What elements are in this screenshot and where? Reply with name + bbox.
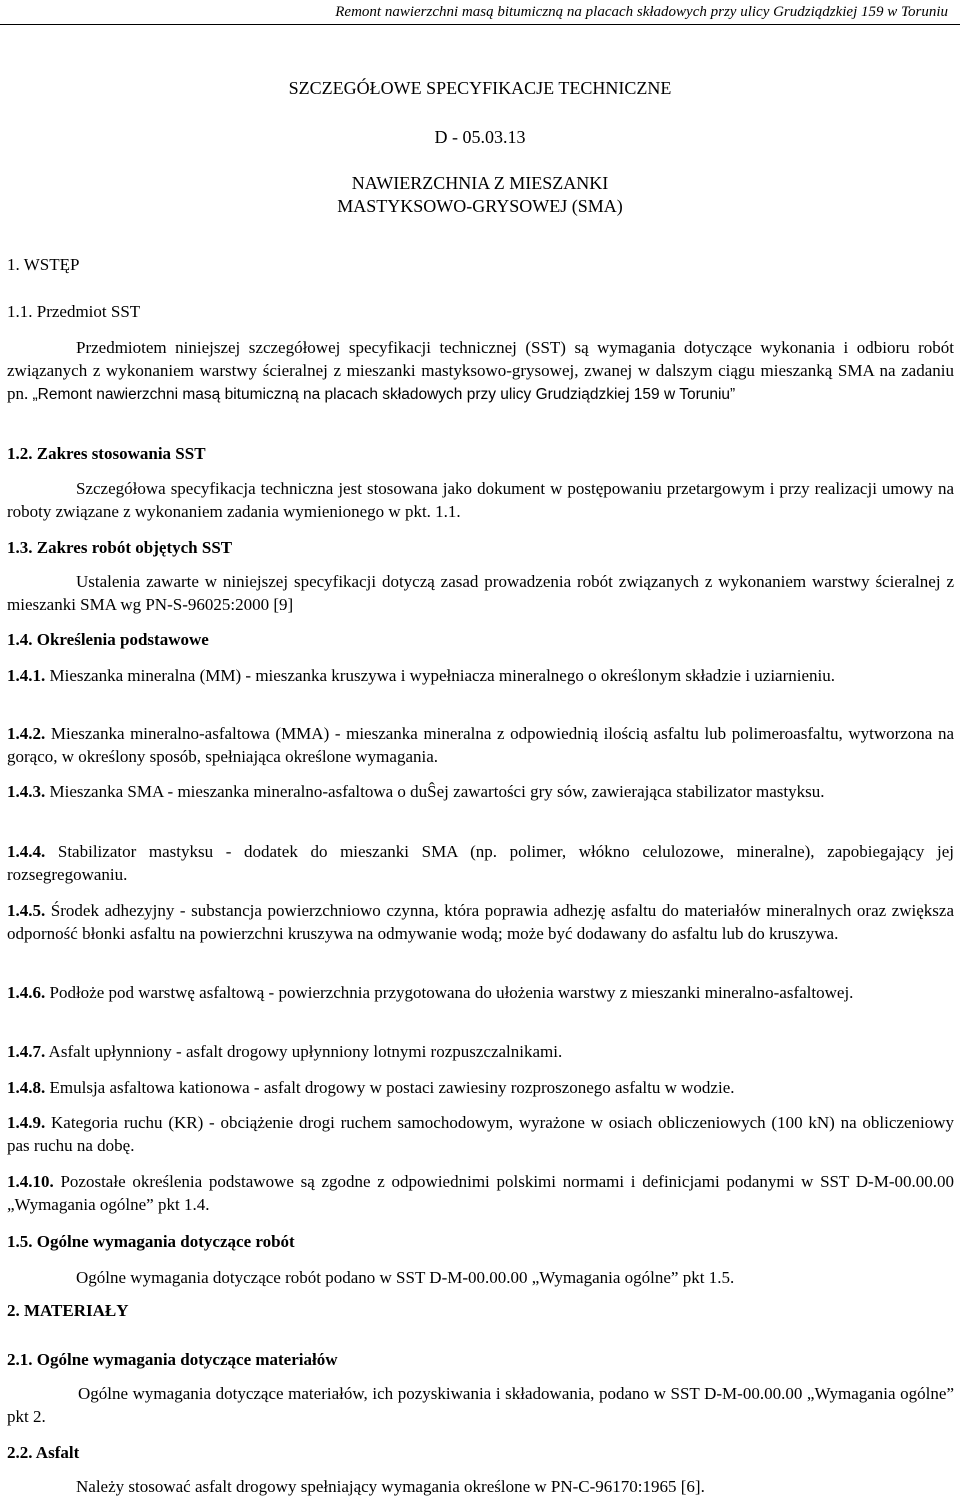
definition-number: 1.4.1. bbox=[7, 666, 46, 685]
definition-item bbox=[7, 722, 954, 768]
section-1-heading: 1. WSTĘP bbox=[7, 255, 80, 274]
definition-number: 1.4.10. bbox=[7, 1172, 54, 1191]
definition-item bbox=[7, 1076, 954, 1099]
section-1-3-body: Ustalenia zawarte w niniejszej specyfikacji dotyczą zasad prowadzenia robót związanych z wykonaniem warstwy ścieralnej z mieszanki SMA wg PN-S-96025:2000 [9] bbox=[7, 572, 954, 614]
spec-subtitle-1: NAWIERZCHNIA Z MIESZANKI bbox=[351, 173, 609, 193]
definition-number: 1.4.6. bbox=[7, 983, 46, 1002]
definition-text: Kategoria ruchu (KR) - obciążenie drogi ruchem samochodowym, wyrażone w osiach obliczeniowych (100 kN) na obliczeniowy pas ruchu na dobę. bbox=[7, 1113, 954, 1155]
running-header: Remont nawierzchni masą bitumiczną na placach składowych przy ulicy Grudziądzkiej 159 w Toruniu bbox=[335, 4, 948, 20]
definition-text: Podłoże pod warstwę asfaltową - powierzchnia przygotowana do ułożenia warstwy z mieszanki mineralno-asfaltowej. bbox=[45, 983, 854, 1002]
definition-number: 1.4.2. bbox=[7, 724, 46, 743]
definition-text: Środek adhezyjny - substancja powierzchniowo czynna, która poprawia adhezję asfaltu do materiałów mineralnych oraz zwiększa odporność błonki asfaltu na powierzchni kruszywa na odmywanie wodą; może być dodawany do asfaltu lub do kruszywa. bbox=[7, 901, 954, 943]
definition-number: 1.4.8. bbox=[7, 1078, 46, 1097]
section-1-1-body bbox=[7, 336, 954, 406]
definition-text: Mieszanka mineralna (MM) - mieszanka kruszywa i wypełniacza mineralnego o określonym składzie i uziarnieniu. bbox=[45, 666, 836, 685]
spec-subtitle-2: MASTYKSOWO-GRYSOWEJ (SMA) bbox=[337, 196, 623, 216]
definition-item bbox=[7, 664, 954, 687]
definition-text: Mieszanka SMA - mieszanka mineralno-asfaltowa o duŜej zawartości gry sów, zawierająca stabilizator mastyksu. bbox=[45, 782, 825, 801]
definition-text: Mieszanka mineralno-asfaltowa (MMA) - mieszanka mineralna z odpowiednią ilością asfaltu lub polimeroasfaltu, wytworzona na gorąco, w określony sposób, spełniająca określone wymagania. bbox=[7, 724, 954, 766]
section-1-2-body: Szczegółowa specyfikacja techniczna jest stosowana jako dokument w postępowaniu przetargowym i przy realizacji umowy na roboty związane z wykonaniem zadania wymienionego w pkt. 1.1. bbox=[7, 479, 954, 521]
section-2-1-heading: 2.1. Ogólne wymagania dotyczące materiałów bbox=[7, 1350, 338, 1369]
definition-item bbox=[7, 1040, 954, 1063]
spec-code: D - 05.03.13 bbox=[434, 127, 526, 147]
definition-item bbox=[7, 981, 954, 1004]
definition-item bbox=[7, 1111, 954, 1157]
section-1-3-heading: 1.3. Zakres robót objętych SST bbox=[7, 538, 233, 557]
section-1-4-heading: 1.4. Określenia podstawowe bbox=[7, 630, 209, 649]
definition-number: 1.4.9. bbox=[7, 1113, 46, 1132]
section-1-1-text: Przedmiotem niniejszej szczegółowej specyfikacji technicznej (SST) są wymagania dotyczące wykonania i odbioru robót związanych z wykonaniem warstwy ścieralnej z mieszanki mastyksowo-grysowej, zwanej w dalszym ciągu mieszanką SMA na zadaniu pn. bbox=[7, 338, 954, 403]
header-rule bbox=[0, 24, 960, 25]
section-2-2-heading: 2.2. Asfalt bbox=[7, 1443, 80, 1462]
section-1-2-heading: 1.2. Zakres stosowania SST bbox=[7, 444, 206, 463]
section-1-5-heading: 1.5. Ogólne wymagania dotyczące robót bbox=[7, 1232, 295, 1251]
definition-item bbox=[7, 840, 954, 886]
definition-text: Asfalt upłynniony - asfalt drogowy upłynniony lotnymi rozpuszczalnikami. bbox=[45, 1042, 563, 1061]
section-1-1-heading: 1.1. Przedmiot SST bbox=[7, 302, 141, 321]
definition-number: 1.4.5. bbox=[7, 901, 46, 920]
definition-number: 1.4.7. bbox=[7, 1042, 46, 1061]
definition-text: Stabilizator mastyksu - dodatek do mieszanki SMA (np. polimer, włókno celulozowe, mineralne), zapobiegający jej rozsegregowaniu. bbox=[7, 842, 954, 884]
definition-item bbox=[7, 1170, 954, 1216]
spec-title: SZCZEGÓŁOWE SPECYFIKACJE TECHNICZNE bbox=[288, 78, 672, 98]
section-2-heading: 2. MATERIAŁY bbox=[7, 1301, 129, 1320]
definition-text: Pozostałe określenia podstawowe są zgodne z odpowiednimi polskimi normami i definicjami podanymi w SST D-M-00.00.00 „Wymagania ogólne” pkt 1.4. bbox=[7, 1172, 954, 1214]
definition-number: 1.4.4. bbox=[7, 842, 46, 861]
definition-item bbox=[7, 899, 954, 945]
project-name: „Remont nawierzchni masą bitumiczną na placach składowych przy ulicy Grudziądzkiej 159 w Toruniu” bbox=[32, 386, 736, 403]
definition-number: 1.4.3. bbox=[7, 782, 46, 801]
section-1-5-body: Ogólne wymagania dotyczące robót podano w SST D-M-00.00.00 „Wymagania ogólne” pkt 1.5. bbox=[76, 1268, 735, 1287]
section-2-2-body: Należy stosować asfalt drogowy spełniający wymagania określone w PN-C-96170:1965 [6]. bbox=[76, 1477, 705, 1496]
definition-text: Emulsja asfaltowa kationowa - asfalt drogowy w postaci zawiesiny rozproszonego asfaltu w wodzie. bbox=[45, 1078, 735, 1097]
section-2-1-body: Ogólne wymagania dotyczące materiałów, ich pozyskiwania i składowania, podano w SST D-M-00.00.00 „Wymagania ogólne” pkt 2. bbox=[7, 1384, 954, 1426]
definition-item bbox=[7, 780, 954, 803]
